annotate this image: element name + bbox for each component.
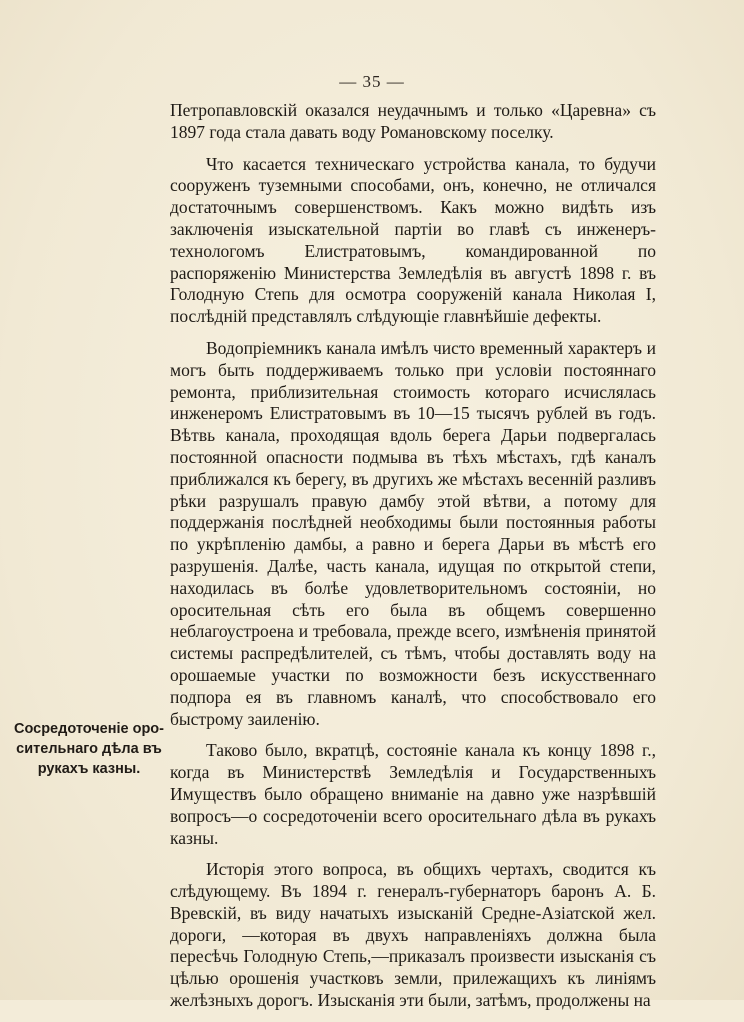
body-text	[170, 100, 656, 1022]
paragraph: Водопріемникъ канала имѣлъ чисто временный характеръ и могъ быть поддерживаемъ только при условіи постояннаго ремонта, приблизительная стоимость котораго исчислялась инженеромъ Елистратовымъ въ 10—15 тысячъ рублей въ годъ. Вѣтвь канала, проходящая вдоль берега Дарьи подвергалась постоянной опасности подмыва въ тѣхъ мѣстахъ, гдѣ каналъ приближался къ берегу, въ другихъ же мѣстахъ весенній разливъ рѣки разрушалъ правую дамбу этой вѣтви, а потому для поддержанія послѣдней необходимы были постоянныя работы по укрѣпленію дамбы, а равно и берега Дарьи въ мѣстѣ его разрушенія. Далѣе, часть канала, идущая по открытой степи, находилась въ болѣе удовлетворительномъ состояніи, но оросительная сѣть его была въ общемъ совершенно неблагоустроена и требовала, прежде всего, измѣненія принятой системы распредѣлителей, съ тѣмъ, чтобы доставлять воду на орошаемые участки по возможности безъ искусственнаго подпора ея въ главномъ каналѣ, что способствовало его быстрому заиленію.	[170, 337, 656, 729]
marginal-note	[14, 719, 164, 779]
paragraph: Исторія этого вопроса, въ общихъ чертахъ, сводится къ слѣдующему. Въ 1894 г. генералъ-губернаторъ баронъ А. Б. Вревскій, въ виду начатыхъ изысканій Средне-Азіатской жел. дороги, —которая въ двухъ направленіяхъ должна была пересѣчь Голодную Степь,—приказалъ произвести изысканія съ цѣлью орошенія участковъ земли, прилежащихъ къ линіямъ желѣзныхъ дорогъ. Изысканія эти были, затѣмъ, продолжены на	[170, 859, 656, 1011]
paragraph: Что касается техническаго устройства канала, то будучи сооруженъ туземными способами, онъ, конечно, не отличался достаточнымъ совершенствомъ. Какъ можно видѣть изъ заключенія изыскательной партіи во главѣ съ инженеръ-технологомъ Елистратовымъ, командированной по распоряженію Министерства Земледѣлія въ августѣ 1898 г. въ Голодную Степь для осмотра сооруженій канала Николая I, послѣдній представлялъ слѣдующіе главнѣйшіе дефекты.	[170, 153, 656, 327]
marginal-note-line: рукахъ казны.	[37, 761, 141, 777]
paragraph: Петропавловскій оказался неудачнымъ и только «Царевна» съ 1897 года стала давать воду Романовскому поселку.	[170, 100, 656, 142]
marginal-note-line: сительнаго дѣла въ	[16, 741, 162, 757]
page-number: — 35 —	[339, 72, 405, 91]
marginal-note-line: Сосредоточеніе оро-	[14, 721, 164, 737]
paragraph: Таково было, вкратцѣ, состояніе канала къ концу 1898 г., когда въ Министерствѣ Земледѣлія и Государственныхъ Имуществъ было обращено вниманіе на давно уже назрѣвшій вопросъ—о сосредоточеніи всего оросительнаго дѣла въ рукахъ казны.	[170, 740, 656, 848]
